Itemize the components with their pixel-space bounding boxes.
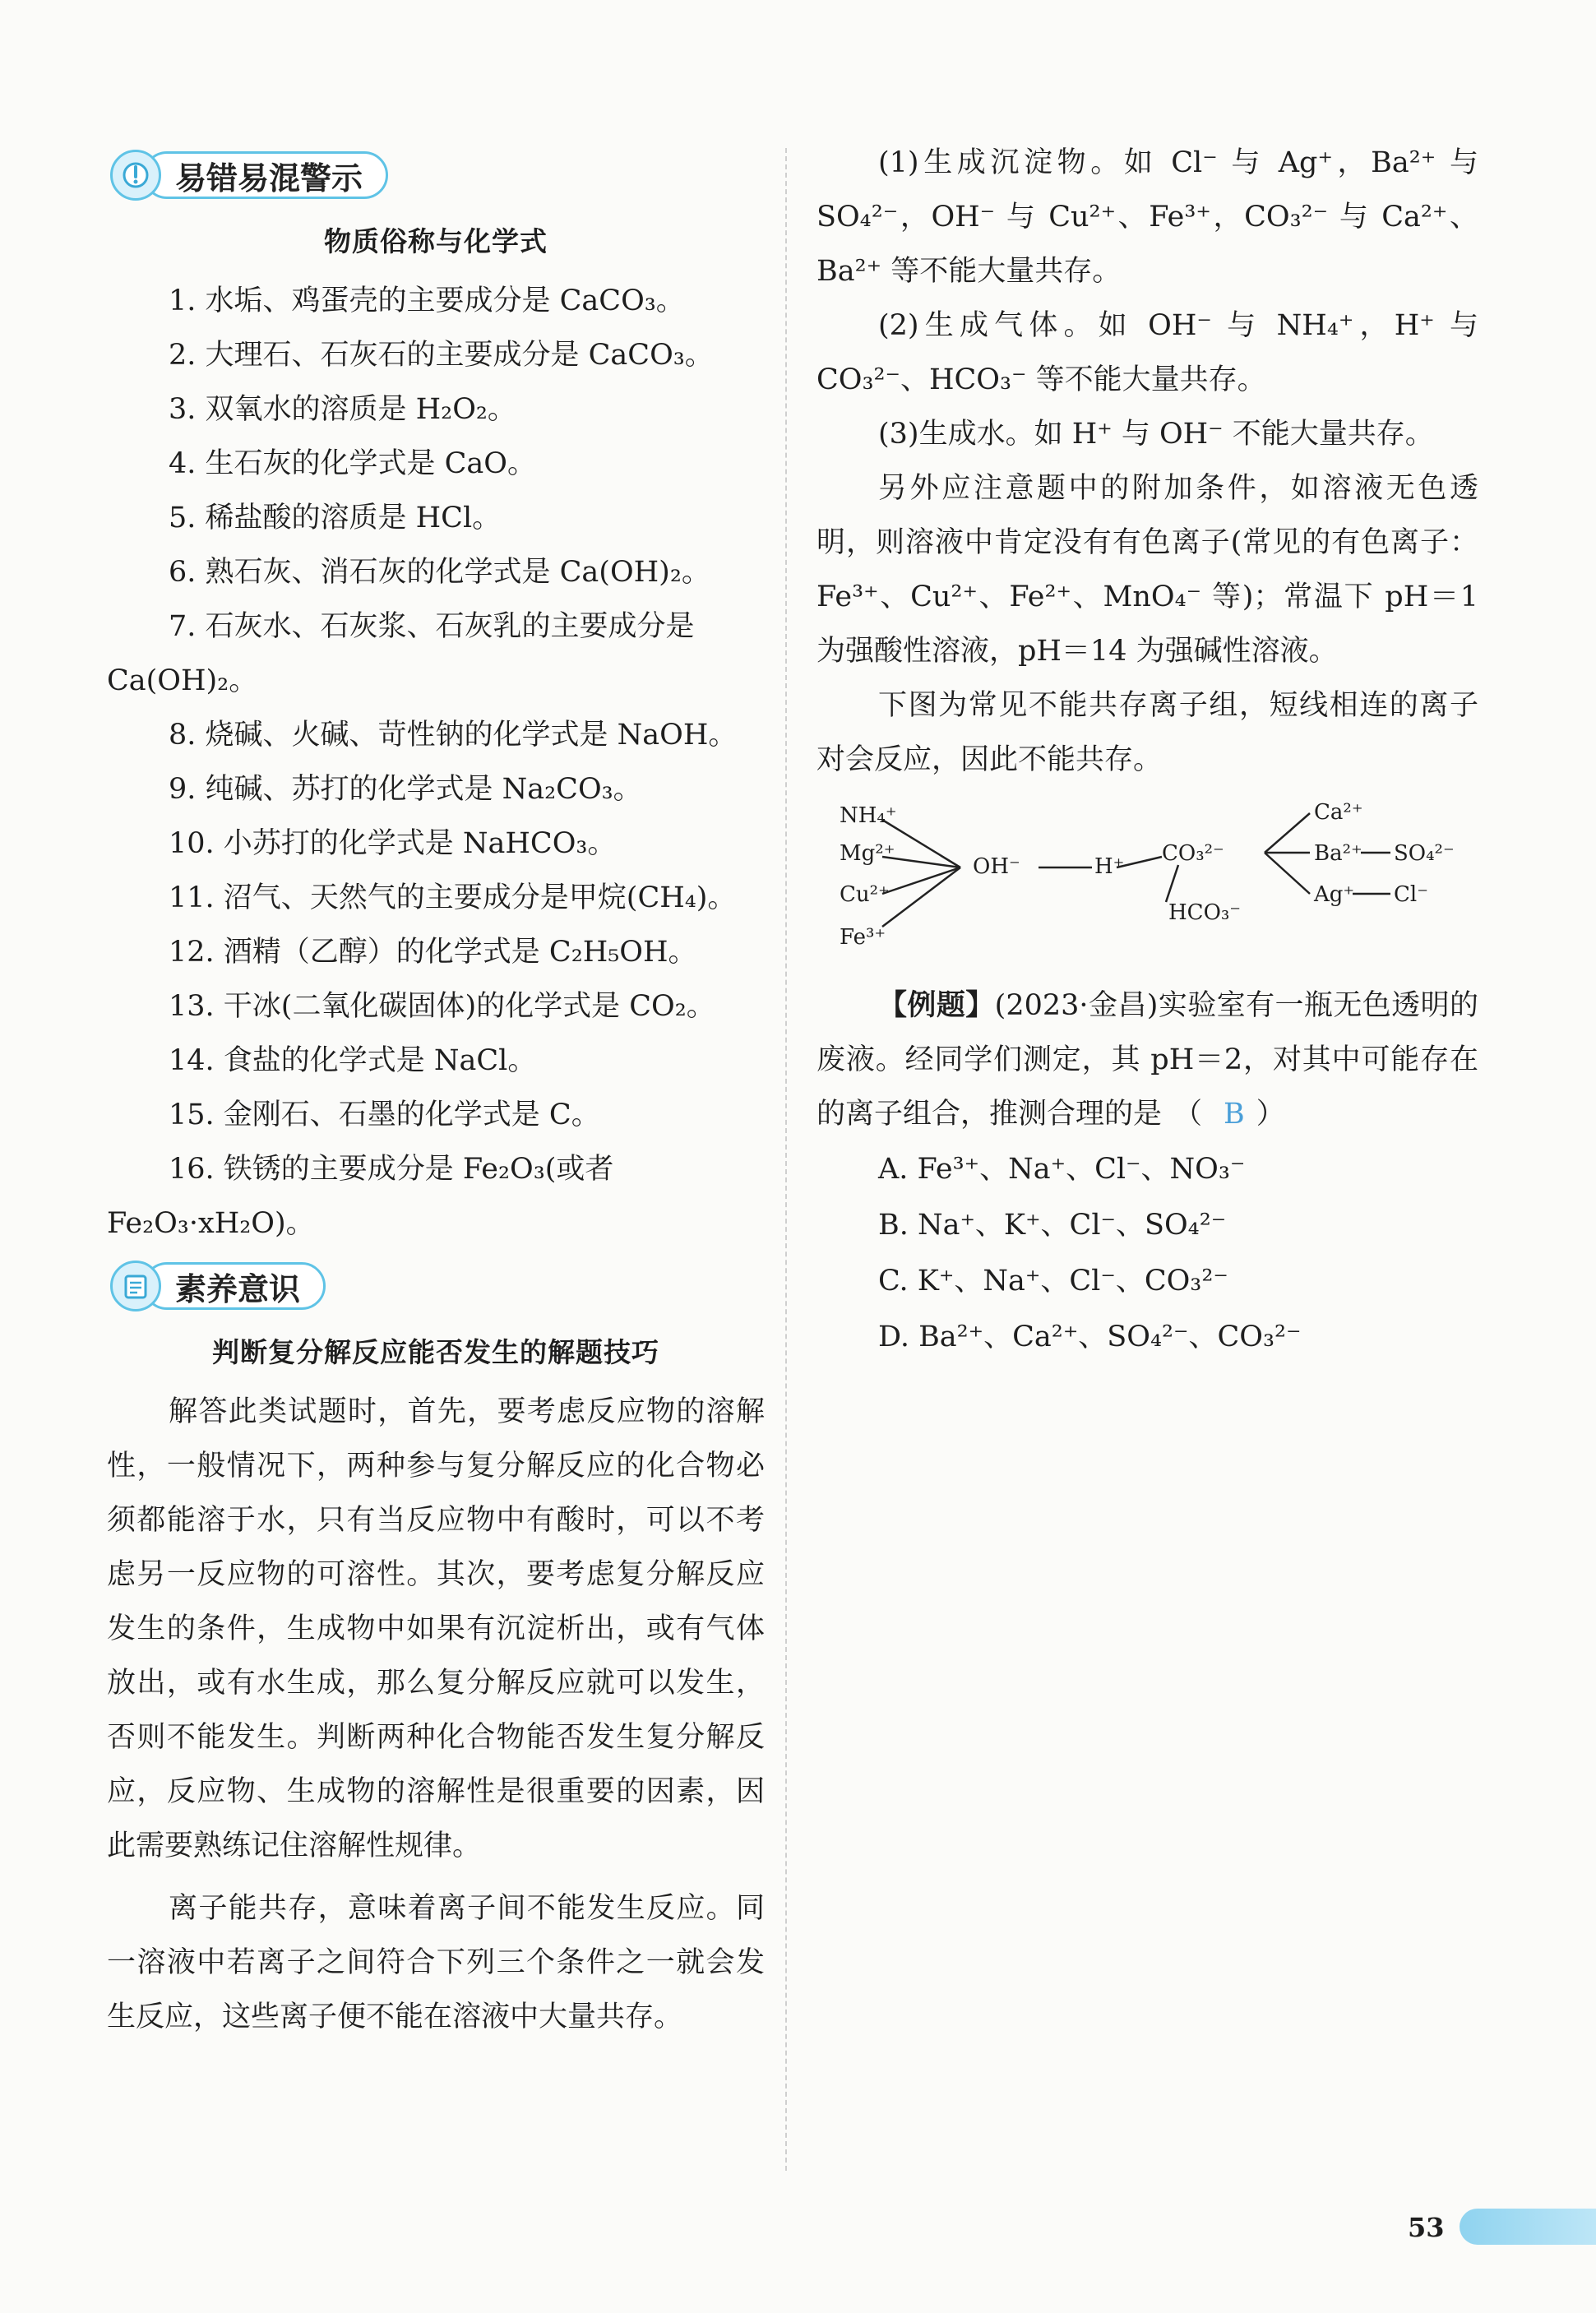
ion-ag: Ag⁺ xyxy=(1314,882,1355,907)
list-item: 2. 大理石、石灰石的主要成分是 CaCO₃。 xyxy=(169,339,714,372)
option-b: B. Na⁺、K⁺、Cl⁻、SO₄²⁻ xyxy=(878,1209,1227,1242)
paragraph: (3)生成水。如 H⁺ 与 OH⁻ 不能大量共存。 xyxy=(878,418,1434,451)
option-d: D. Ba²⁺、Ca²⁺、SO₄²⁻、CO₃²⁻ xyxy=(878,1321,1302,1353)
warning-section-header xyxy=(107,148,765,202)
list-item: 5. 稀盐酸的溶质是 HCl。 xyxy=(169,502,502,534)
list-item: 8. 烧碱、火碱、苛性钠的化学式是 NaOH。 xyxy=(169,719,738,752)
literacy-section-header xyxy=(107,1259,765,1313)
example-question xyxy=(817,978,1478,1141)
answer-bracket-open: （ xyxy=(1173,1098,1203,1131)
paragraph: (2)生成气体。如 OH⁻ 与 NH₄⁺，H⁺ 与 CO₃²⁻、HCO₃⁻ 等不能大量共存。 xyxy=(817,309,1478,396)
literacy-subtitle: 判断复分解反应能否发生的解题技巧 xyxy=(212,1336,659,1368)
list-item: 16. 铁锈的主要成分是 Fe₂O₃(或者 Fe₂O₃·xH₂O)。 xyxy=(107,1153,614,1240)
right-column xyxy=(817,136,1478,1365)
example-tag: 【例题】 xyxy=(878,989,995,1022)
page-tab-decoration xyxy=(1460,2209,1596,2245)
diagram-lines xyxy=(817,795,1478,972)
list-item: 10. 小苏打的化学式是 NaHCO₃。 xyxy=(169,827,617,860)
warning-subtitle: 物质俗称与化学式 xyxy=(324,225,548,257)
formula-list xyxy=(107,274,765,1251)
list-item: 4. 生石灰的化学式是 CaO。 xyxy=(169,447,536,480)
option-a: A. Fe³⁺、Na⁺、Cl⁻、NO₃⁻ xyxy=(878,1153,1246,1186)
paragraph: 解答此类试题时，首先，要考虑反应物的溶解性，一般情况下，两种参与复分解反应的化合物必须都能溶于水，只有当反应物中有酸时，可以不考虑另一反应物的可溶性。其次，要考虑复分解反应发生的条件，生成物中如果有沉淀析出，或有气体放出，或有水生成，那么复分解反应就可以发生，否则不能发生。判断两种化合物能否发生复分解反应，反应物、生成物的溶解性是很重要的因素，因此需要熟练记住溶解性规律。 xyxy=(107,1395,765,1862)
list-item: 7. 石灰水、石灰浆、石灰乳的主要成分是 Ca(OH)₂。 xyxy=(107,610,695,697)
ion-nh4: NH₄⁺ xyxy=(840,803,897,828)
ion-ca: Ca²⁺ xyxy=(1314,800,1363,825)
ion-hco3: HCO₃⁻ xyxy=(1168,900,1242,925)
ion-fe: Fe³⁺ xyxy=(840,925,886,950)
ion-mg: Mg²⁺ xyxy=(840,841,895,866)
ion-ba: Ba²⁺ xyxy=(1314,841,1362,866)
paragraph: 离子能共存，意味着离子间不能发生反应。同一溶液中若离子之间符合下列三个条件之一就会发生反应，这些离子便不能在溶液中大量共存。 xyxy=(107,1892,765,2033)
book-icon xyxy=(110,1261,161,1311)
ion-h: H⁺ xyxy=(1094,854,1125,879)
list-item: 12. 酒精（乙醇）的化学式是 C₂H₅OH。 xyxy=(169,936,697,969)
literacy-section-title: 素养意识 xyxy=(143,1262,326,1310)
column-divider xyxy=(785,148,787,2171)
example-text: (2023·金昌)实验室有一瓶无色透明的废液。经同学们测定，其 pH＝2，对其中可能存在的离子组合，推测合理的是 xyxy=(817,989,1478,1131)
ion-coexistence-diagram xyxy=(817,795,1478,972)
list-item: 14. 食盐的化学式是 NaCl。 xyxy=(169,1044,537,1077)
left-column xyxy=(107,148,765,2044)
ion-cl: Cl⁻ xyxy=(1394,882,1428,907)
list-item: 1. 水垢、鸡蛋壳的主要成分是 CaCO₃。 xyxy=(169,284,685,317)
list-item: 6. 熟石灰、消石灰的化学式是 Ca(OH)₂。 xyxy=(169,556,710,589)
paragraph: (1)生成沉淀物。如 Cl⁻ 与 Ag⁺，Ba²⁺ 与 SO₄²⁻，OH⁻ 与 Cu²⁺、Fe³⁺，CO₃²⁻ 与 Ca²⁺、Ba²⁺ 等不能大量共存。 xyxy=(817,146,1478,288)
list-item: 13. 干冰(二氧化碳固体)的化学式是 CO₂。 xyxy=(169,990,715,1023)
ion-so4: SO₄²⁻ xyxy=(1394,841,1455,866)
paragraph: 另外应注意题中的附加条件，如溶液无色透明，则溶液中肯定没有有色离子(常见的有色离子：Fe³⁺、Cu²⁺、Fe²⁺、MnO₄⁻ 等)；常温下 pH＝1 为强酸性溶液，pH＝14 为强碱性溶液。 xyxy=(817,472,1478,668)
paragraph: 下图为常见不能共存离子组，短线相连的离子对会反应，因此不能共存。 xyxy=(817,689,1478,776)
list-item: 15. 金刚石、石墨的化学式是 C。 xyxy=(169,1099,600,1131)
answer-bracket-close: ） xyxy=(1256,1098,1285,1131)
page-number: 53 xyxy=(1408,2212,1445,2243)
warning-icon xyxy=(110,150,161,201)
ion-co3: CO₃²⁻ xyxy=(1162,841,1224,866)
option-c: C. K⁺、Na⁺、Cl⁻、CO₃²⁻ xyxy=(878,1265,1228,1298)
example-answer: B xyxy=(1224,1098,1245,1131)
list-item: 11. 沼气、天然气的主要成分是甲烷(CH₄)。 xyxy=(169,881,737,914)
warning-section-title: 易错易混警示 xyxy=(143,151,388,199)
list-item: 9. 纯碱、苏打的化学式是 Na₂CO₃。 xyxy=(169,773,642,806)
ion-cu: Cu²⁺ xyxy=(840,882,890,907)
ion-oh: OH⁻ xyxy=(973,854,1020,879)
list-item: 3. 双氧水的溶质是 H₂O₂。 xyxy=(169,393,516,426)
